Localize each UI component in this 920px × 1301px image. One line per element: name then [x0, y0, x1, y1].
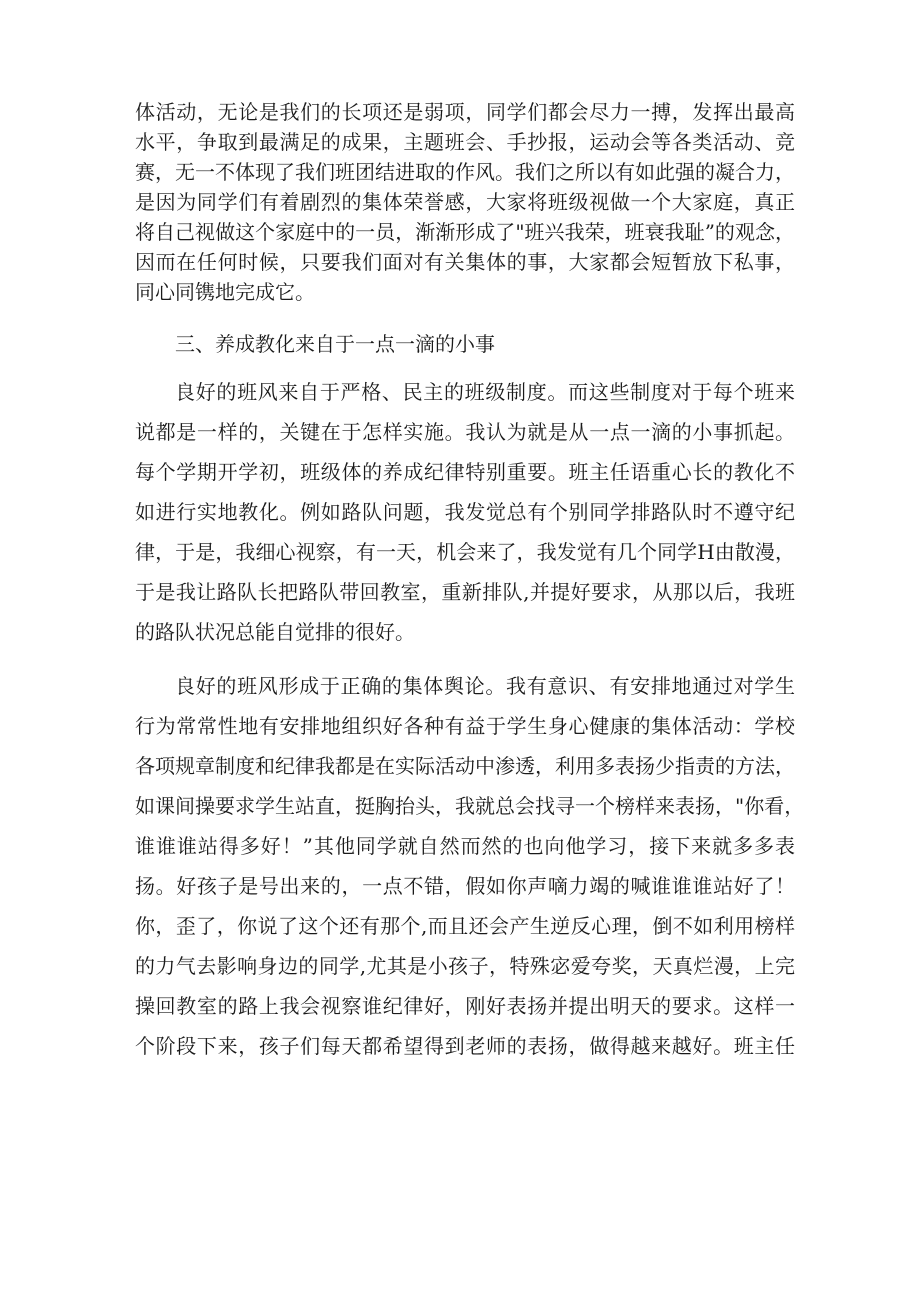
text-line: 如进行实地教化。例如路队问题，我发觉总有个别同学排路队时不遵守纪 — [135, 500, 795, 524]
text-line: 是因为同学们有着剧烈的集体荣誉感，大家将班级视做一个大家庭，真正 — [135, 190, 795, 214]
text-line: 律，于是，我细心视察，有一天，机会来了，我发觉有几个同学H由散漫， — [135, 540, 795, 564]
text-line: 你，歪了，你说了这个还有那个,而且还会产生逆反心理，倒不如利用榜样 — [135, 914, 795, 938]
text-line: 如课间操要求学生站直，挺胸抬头，我就总会找寻一个榜样来表扬，"你看， — [135, 794, 805, 818]
text-line: 各项规章制度和纪律我都是在实际活动中渗透，利用多表扬少指责的方法， — [135, 754, 795, 778]
text-line: 赛，无一不体现了我们班团结进取的作风。我们之所以有如此强的凝合力， — [135, 160, 795, 184]
text-line: 水平，争取到最满足的成果，主题班会、手抄报，运动会等各类活动、竞 — [135, 130, 795, 154]
text-line: 于是我让路队长把路队带回教室，重新排队,并提好要求，从那以后，我班 — [135, 580, 795, 604]
text-line: 操回教室的路上我会视察谁纪律好，刚好表扬并提出明天的要求。这样一 — [135, 994, 795, 1018]
text-line: 良好的班风来自于严格、民主的班级制度。而这些制度对于每个班来 — [175, 380, 795, 404]
text-line: 的路队状况总能自觉排的很好。 — [135, 620, 415, 644]
text-line: 因而在任何时候，只要我们面对有关集体的事，大家都会短暂放下私事， — [135, 250, 795, 274]
text-line: 每个学期开学初，班级体的养成纪律特别重要。班主任语重心长的教化不 — [135, 460, 795, 484]
text-line: 行为常常性地有安排地组织好各种有益于学生身心健康的集体活动：学校 — [135, 714, 795, 738]
text-line: 扬。好孩子是号出来的，一点不错，假如你声嘀力竭的喊谁谁谁站好了！ — [135, 874, 795, 898]
heading-text: 三、养成教化来自于一点一滴的小事 — [175, 332, 495, 356]
text-line: 个阶段下来，孩子们每天都希望得到老师的表扬，做得越来越好。班主任 — [135, 1034, 795, 1058]
text-line: 体活动，无论是我们的长项还是弱项，同学们都会尽力一搏，发挥出最高 — [135, 100, 795, 124]
text-line: 将自己视做这个家庭中的一员，渐渐形成了"班兴我荣，班衰我耻”的观念， — [135, 220, 795, 244]
text-line: 说都是一样的，关键在于怎样实施。我认为就是从一点一滴的小事抓起。 — [135, 420, 795, 444]
text-line: 良好的班风形成于正确的集体舆论。我有意识、有安排地通过对学生 — [175, 674, 795, 698]
text-line: 的力气去影响身边的同学,尤其是小孩子，特殊宓爱夸奖，天真烂漫，上完 — [135, 954, 795, 978]
text-line: 同心同镌地完成它。 — [135, 280, 315, 304]
text-line: 谁谁谁站得多好！”其他同学就自然而然的也向他学习，接下来就多多表 — [135, 834, 795, 858]
